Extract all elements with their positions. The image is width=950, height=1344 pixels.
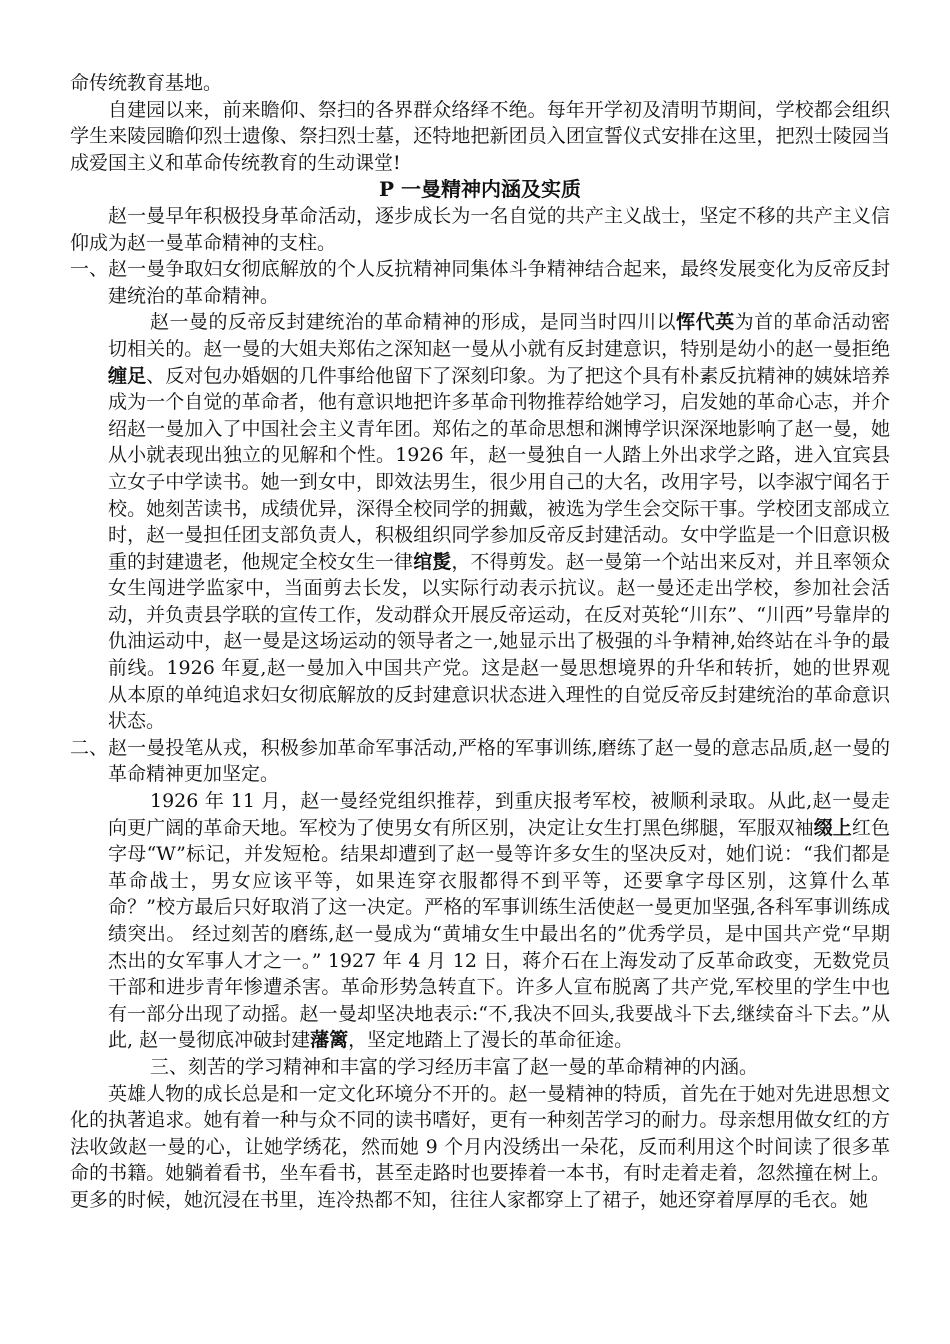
list-item-one (70, 256, 890, 309)
text-run: ，不得剪发。赵一曼第一个站出来反对，并且率领众女生闯进学监家中，当面剪去长发，以实际行动表示抗议。赵一曼还走出学校，参加社会活动，并负责县学联的宣传工作，发动群众开展反帝运动，在反对英轮“川东”、“川西”号靠岸的仇油运动中，赵一曼是这场运动的领导者之一,她显示出了极强的斗争精神,始终站在斗争的最前线。1926 年夏,赵一曼加入中国共产党。这是赵一曼思想境界的升华和转折，她的世界观从本原的单纯追求妇女彻底解放的反封建意识状态进入理性的自觉反帝反封建统治的革命意识状态。 (108, 550, 890, 733)
list-number-one: 一、 (70, 258, 109, 281)
text-run: 1926 年 11 月，赵一曼经党组织推荐，到重庆报考军校，被顺利录取。从此,赵一曼走向更广阔的革命天地。军校为了使男女有所区别，决定让女生打黑色绑腿，军服双袖 (108, 790, 890, 839)
document-page (70, 70, 890, 1214)
paragraph-intro: 赵一曼早年积极投身革命活动，逐步成长为一名自觉的共产主义战士，坚定不移的共产主义信仰成为赵一曼革命精神的支柱。 (70, 204, 890, 254)
list-text-one: 赵一曼争取妇女彻底解放的个人反抗精神同集体斗争精神结合起来，最终发展变化为反帝反封建统治的革命精神。 (108, 258, 890, 307)
paragraph-study: 英雄人物的成长总是和一定文化环境分不开的。赵一曼精神的特质，首先在于她对先进思想文化的执著追求。她有着一种与众不同的读书嗜好，更有一种刻苦学习的耐力。母亲想用做女红的方法收敛赵一曼的心，让她学绣花，然而她 9 个月内没绣出一朵花，反而利用这个时间读了很多革命的书籍。她躺着看书，坐车看书，甚至走路时也要捧着一本书，有时走着走着，忽然撞在树上。更多的时候，她沉浸在书里，连冷热都不知，往往人家都穿上了裙子，她还穿着厚厚的毛衣。她 (70, 1082, 890, 1211)
text-run: 红色字母“W”标记，并发短枪。结果却遭到了赵一曼等许多女生的坚决反对，她们说：“我们都是革命战士，男女应该平等，如果连穿衣服都得不到平等，还要拿字母区别，这算什么革命？”校方最后只好取消了这一决定。严格的军事训练生活使赵一曼更加坚强,各科军事训练成绩突出。 经过刻苦的磨练,赵一曼成为“黄埔女生中最出名的”优秀学员，是中国共产党“早期杰出的女军事人才之一。” 1927 年 4 月 12 日，蒋介石在上海发动了反革命政变，无数党员干部和进步青年惨遭杀害。革命形势急转直下。许多人宣布脱离了共产党,军校里的学生中也有一部分出现了动摇。赵一曼却坚决地表示:“不,我决不回头,我要战斗下去,继续奋斗下去。”从此, 赵一曼彻底冲破封建 (108, 816, 890, 1052)
bold-term: 缀上 (813, 816, 852, 839)
bold-term: 藩篱 (310, 1029, 349, 1052)
list-item-three: 三、刻苦的学习精神和丰富的学习经历丰富了赵一曼的革命精神的内涵。 (150, 1055, 759, 1078)
paragraph-cemetery-visits: 自建园以来，前来瞻仰、祭扫的各界群众络绎不绝。每年开学初及清明节期间，学校都会组织学生来陵园瞻仰烈士遗像、祭扫烈士墓，还特地把新团员入团宣誓仪式安排在这里，把烈士陵园当成爱国主义和革命传统教育的生动课堂! (70, 98, 890, 174)
paragraph-anti-feudal (70, 309, 890, 735)
bold-term: 缠足 (108, 364, 147, 387)
list-number-two: 二、 (70, 736, 109, 759)
bold-term: 绾髲 (413, 550, 452, 573)
text-run: ，坚定地踏上了漫长的革命征途。 (348, 1029, 634, 1052)
section-heading: P 一曼精神内涵及实质 (378, 177, 581, 202)
paragraph-military (70, 788, 890, 1054)
list-text-two: 赵一曼投笔从戎，积极参加革命军事活动,严格的军事训练,磨练了赵一曼的意志品质,赵一曼的革命精神更加坚定。 (108, 736, 890, 786)
text-run: 为首的革命活动密切相关的。赵一曼的大姐夫郑佑之深知赵一曼从小就有反封建意识，特别是幼小的赵一曼拒绝 (108, 311, 890, 360)
text-run: 、反对包办婚姻的几件事给他留下了深刻印象。为了把这个具有朴素反抗精神的姨妹培养成为一个自觉的革命者，他有意识地把许多革命刊物推荐给她学习，启发她的革命心志，并介绍赵一曼加入了中国社会主义青年团。郑佑之的革命思想和渊博学识深深地影响了赵一曼，她从小就表现出独立的见解和个性。1926 年，赵一曼独自一人踏上外出求学之路，进入宜宾县立女子中学读书。她一到女中，即效法男生，很少用自己的大名，改用字号，以李淑宁闻名于校。她刻苦读书，成绩优异，深得全校同学的拥戴，被选为学生会交际干事。学校团支部成立时，赵一曼担任团支部负责人，积极组织同学参加反帝反封建活动。女中学监是一个旧意识极重的封建遗老，他规定全校女生一律 (108, 364, 890, 573)
bold-term: 恽代英 (676, 311, 735, 334)
paragraph-continuation: 命传统教育基地。 (70, 72, 223, 94)
list-item-two (70, 735, 890, 788)
text-run: 赵一曼的反帝反封建统治的革命精神的形成，是同当时四川以 (150, 311, 677, 334)
